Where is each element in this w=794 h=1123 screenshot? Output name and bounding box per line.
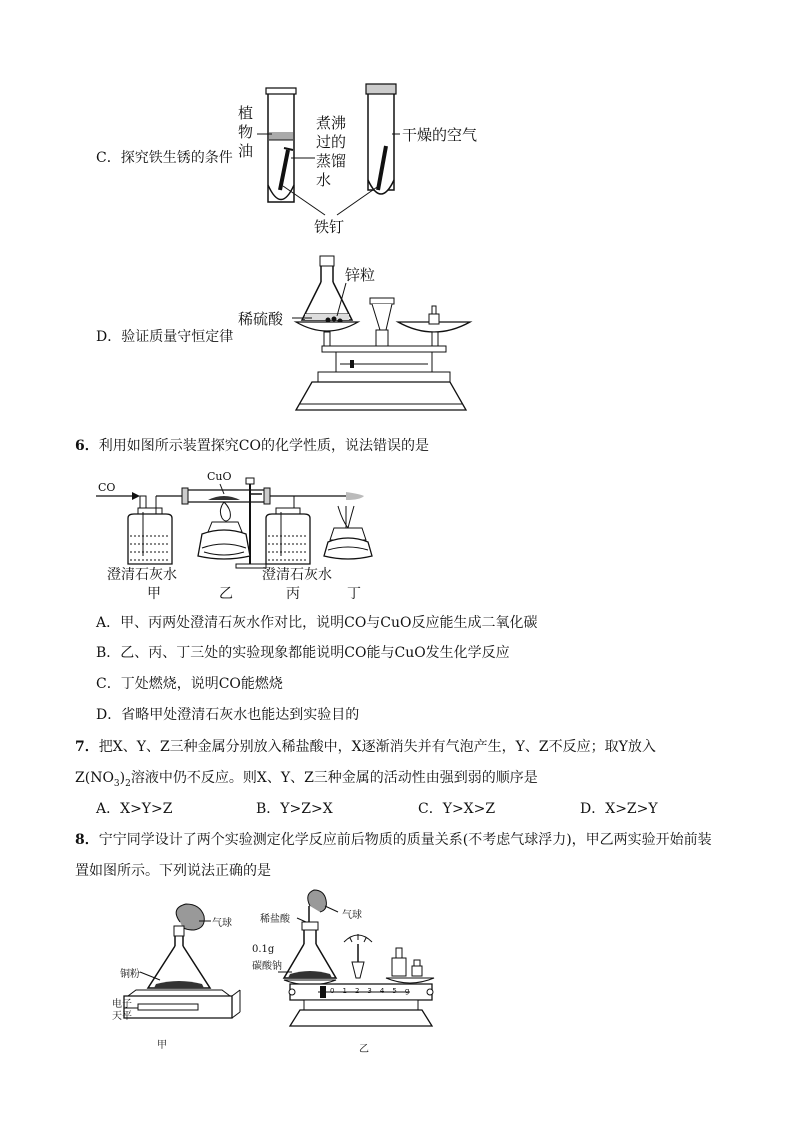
label-iron-nail: 铁钉 xyxy=(314,218,345,236)
beam-scale-numbers: 012345g xyxy=(330,987,418,995)
q7-option-c: C．Y>X>Z xyxy=(418,801,496,817)
label-oil-1: 植 xyxy=(238,104,254,122)
fig8-mass: 0.1g xyxy=(252,944,275,955)
q6-option-a: A．甲、丙两处澄清石灰水作对比，说明CO与CuO反应能生成二氧化碳 xyxy=(96,615,538,631)
q8-stem-line2: 置如图所示。下列说法正确的是 xyxy=(75,863,271,879)
fig6-cuo: CuO xyxy=(207,470,232,483)
fig8-balloon-2: 气球 xyxy=(342,910,362,921)
q7-number: 7． xyxy=(75,739,99,755)
fig8-na2co3: 碳酸钠 xyxy=(252,961,282,972)
label-oil-3: 油 xyxy=(238,142,254,160)
fig6-limewater-2: 澄清石灰水 xyxy=(262,567,332,583)
fig6-ding: 丁 xyxy=(347,586,361,602)
option-d-text: D．验证质量守恒定律 xyxy=(96,329,234,345)
q7-formula-sub: 3 xyxy=(113,778,120,789)
option-c-text: C．探究铁生锈的条件 xyxy=(96,150,233,166)
q7-formula-close: ) xyxy=(119,770,126,786)
q7-formula-sub2: 2 xyxy=(125,778,131,789)
q6-option-c: C．丁处燃烧，说明CO能燃烧 xyxy=(96,676,283,692)
label-water-4: 水 xyxy=(316,171,332,189)
fig6-co: CO xyxy=(98,481,116,494)
label-zinc: 锌粒 xyxy=(345,266,376,284)
label-dry-air: 干燥的空气 xyxy=(402,126,478,144)
label-water-1: 煮沸 xyxy=(316,114,347,132)
fig8-scale-1: 电子 xyxy=(112,999,132,1010)
q6-option-d: D．省略甲处澄清石灰水也能达到实验目的 xyxy=(96,707,360,723)
q8-number: 8． xyxy=(75,832,99,848)
fig6-jia: 甲 xyxy=(147,586,161,602)
fig8-yi: 乙 xyxy=(359,1044,369,1055)
fig8-copper: 铜粉 xyxy=(120,969,140,980)
q6-number: 6． xyxy=(75,438,99,454)
q7-formula-pre: Z(NO xyxy=(75,770,114,786)
q8-stem-text-1: 宁宁同学设计了两个实验测定化学反应前后物质的质量关系(不考虑气球浮力)，甲乙两实验开始前装 xyxy=(98,832,712,848)
fig6-limewater-1: 澄清石灰水 xyxy=(107,567,177,583)
fig8-scale-2: 天平 xyxy=(112,1011,132,1022)
q6-option-b: B．乙、丙、丁三处的实验现象都能说明CO能与CuO发生化学反应 xyxy=(96,645,510,661)
fig6-yi: 乙 xyxy=(219,586,233,602)
fig6-bing: 丙 xyxy=(286,586,300,602)
label-water-3: 蒸馏 xyxy=(316,152,347,170)
q7-option-a: A．X>Y>Z xyxy=(96,801,173,817)
q7-stem-text-2: 溶液中仍不反应。则X、Y、Z三种金属的活动性由强到弱的顺序是 xyxy=(130,770,538,786)
q7-option-d: D．X>Z>Y xyxy=(580,801,658,817)
fig8-jia: 甲 xyxy=(157,1040,167,1051)
q6-stem-text: 利用如图所示装置探究CO的化学性质，说法错误的是 xyxy=(98,438,429,454)
q7-option-b: B．Y>Z>X xyxy=(256,801,333,817)
q7-stem-text-1: 把X、Y、Z三种金属分别放入稀盐酸中，X逐渐消失并有气泡产生，Y、Z不反应；取Y放入 xyxy=(98,739,656,755)
label-sulfuric-acid: 稀硫酸 xyxy=(238,310,284,328)
label-water-2: 过的 xyxy=(316,133,347,151)
label-oil-2: 物 xyxy=(238,123,254,141)
fig8-hcl: 稀盐酸 xyxy=(260,914,290,925)
fig8-balloon-1: 气球 xyxy=(212,918,232,929)
